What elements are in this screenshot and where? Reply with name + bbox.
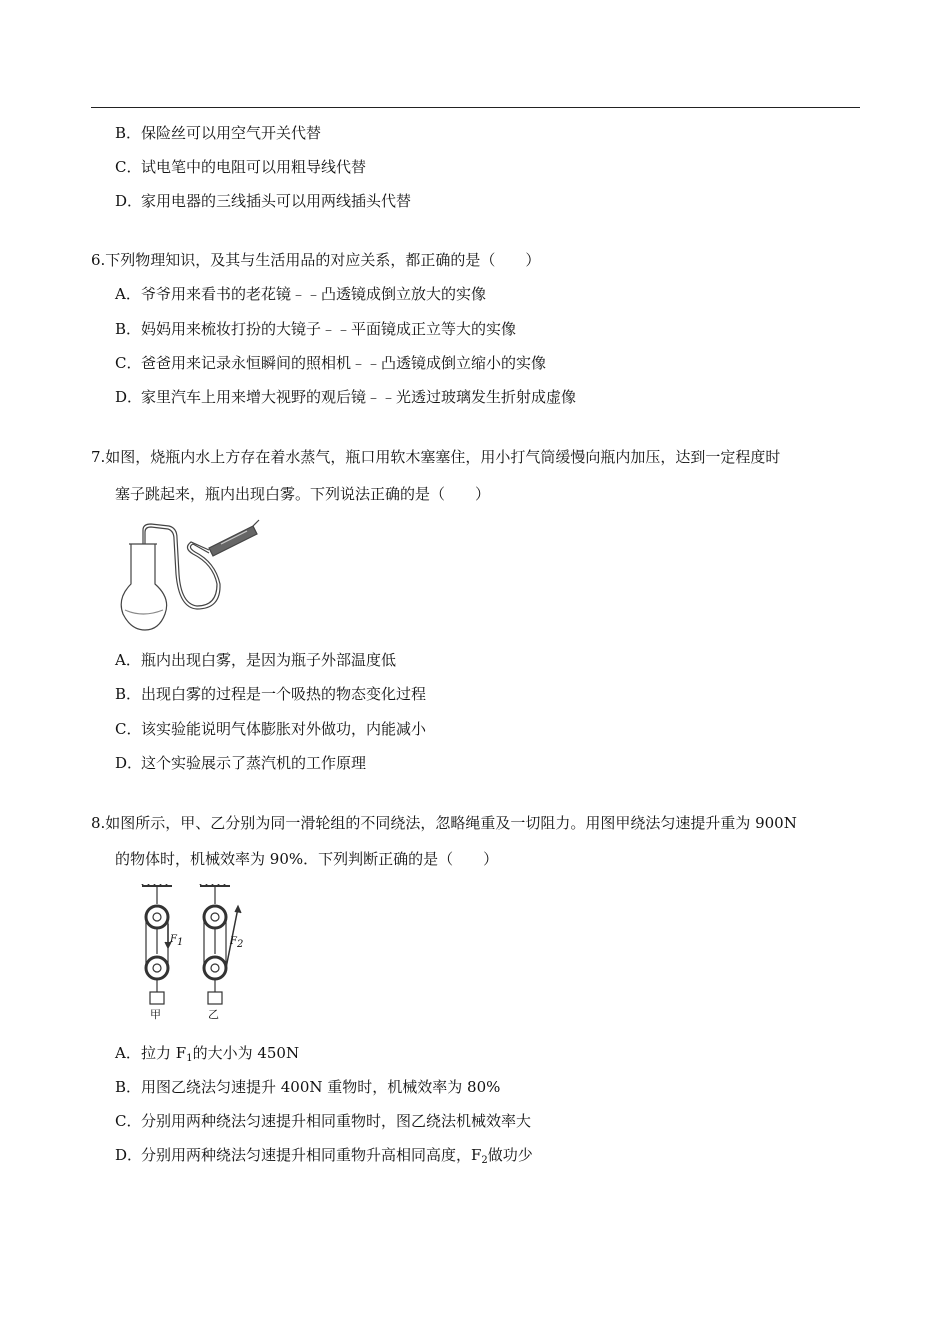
q7-option-d[interactable]: D．这个实验展示了蒸汽机的工作原理 (115, 754, 367, 772)
q8-option-a[interactable]: A．拉力 $F_1$的大小为 450N (115, 1044, 300, 1064)
pulley-figure (120, 884, 260, 1024)
q7-option-c[interactable]: C．该实验能说明气体膨胀对外做功，内能减小 (115, 720, 427, 738)
q6-option-d[interactable]: D．家里汽车上用来增大视野的观后镜﹣﹣光透过玻璃发生折射成虚像 (115, 388, 577, 406)
question-6-stem: 6.下列物理知识，及其与生活用品的对应关系，都正确的是（ ） (91, 251, 541, 269)
q6-option-c[interactable]: C．爸爸用来记录永恒瞬间的照相机﹣﹣凸透镜成倒立缩小的实像 (115, 354, 547, 372)
q6-option-a[interactable]: A．爷爷用来看书的老花镜﹣﹣凸透镜成倒立放大的实像 (115, 285, 487, 303)
question-8-stem-line1: 8.如图所示，甲、乙分别为同一滑轮组的不同绕法，忽略绳重及一切阻力。用图甲绕法匀速提升重为 900N (91, 814, 797, 832)
q7-option-b[interactable]: B．出现白雾的过程是一个吸热的物态变化过程 (115, 685, 427, 703)
option-d[interactable]: D．家用电器的三线插头可以用两线插头代替 (115, 192, 412, 210)
header-rule (91, 107, 860, 108)
option-c[interactable]: C．试电笔中的电阻可以用粗导线代替 (115, 158, 367, 176)
q8-option-b[interactable]: B．用图乙绕法匀速提升 400N 重物时，机械效率为 80% (115, 1078, 501, 1096)
q7-option-a[interactable]: A．瓶内出现白雾，是因为瓶子外部温度低 (115, 651, 397, 669)
f2-label: $F_2$ (230, 936, 244, 950)
question-7-stem-line1: 7.如图，烧瓶内水上方存在着水蒸气，瓶口用软木塞塞住，用小打气筒缓慢向瓶内加压，达到一定程度时 (91, 448, 781, 466)
label-jia: 甲 (150, 1008, 161, 1021)
q6-option-b[interactable]: B．妈妈用来梳妆打扮的大镜子﹣﹣平面镜成正立等大的实像 (115, 320, 517, 338)
f1-label: $F_1$ (170, 934, 184, 948)
q8-option-d[interactable]: D．分别用两种绕法匀速提升相同重物升高相同高度，$F_2$做功少 (115, 1146, 533, 1166)
q8-option-c[interactable]: C．分别用两种绕法匀速提升相同重物时，图乙绕法机械效率大 (115, 1112, 532, 1130)
question-7-stem-line2: 塞子跳起来，瓶内出现白雾。下列说法正确的是（ ） (115, 485, 491, 503)
option-b[interactable]: B．保险丝可以用空气开关代替 (115, 124, 322, 142)
flask-pump-figure (113, 514, 261, 636)
question-8-stem-line2: 的物体时，机械效率为 90%．下列判断正确的是（ ） (115, 850, 499, 868)
label-yi: 乙 (208, 1008, 219, 1021)
